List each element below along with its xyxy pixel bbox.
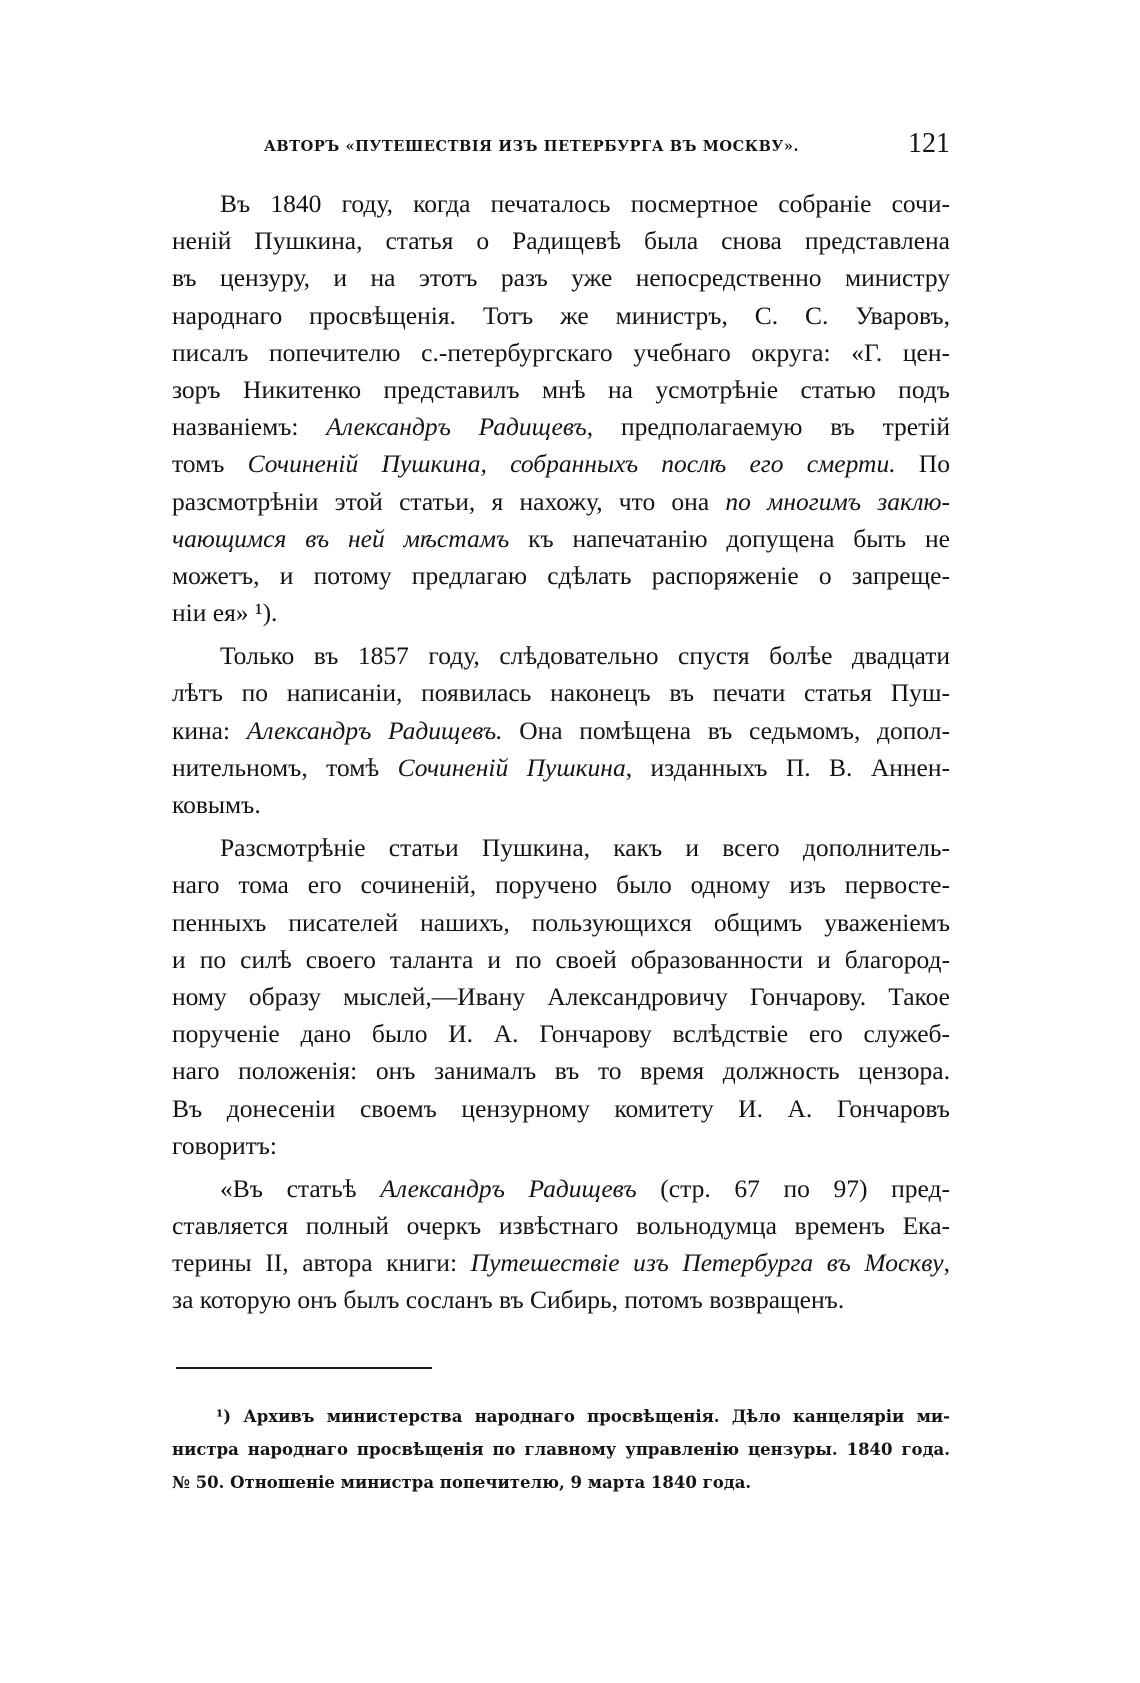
text-line: ставляется полный очеркъ извѣстнаго вольнодумца временъ Ека- xyxy=(172,1211,950,1241)
footnotes xyxy=(172,1400,950,1499)
text-line: пенныхъ писателей нашихъ, пользующихся общимъ уваженіемъ xyxy=(172,907,950,937)
text-line: терины II, автора книги: Путешествіе изъ Петербурга въ Москву, xyxy=(172,1248,950,1278)
text-line: ніи ея» ¹). xyxy=(172,598,278,628)
text-line: неній Пушкина, статья о Радищевѣ была снова представлена xyxy=(172,226,950,256)
text-line: народнаго просвѣщенія. Тотъ же министръ, С. С. Уваровъ, xyxy=(172,300,950,330)
text-line: наго тома его сочиненій, поручено было одному изъ первосте- xyxy=(172,870,950,900)
text-line: «Въ статьѣ Александръ Радищевъ (стр. 67 по 97) пред- xyxy=(220,1173,950,1203)
text-line: Въ 1840 году, когда печаталось посмертное собраніе сочи- xyxy=(220,189,950,218)
paragraph xyxy=(172,185,950,631)
footnote-line: нистра народнаго просвѣщенія по главному управленію цензуры. 1840 года. xyxy=(172,1440,950,1459)
paragraph xyxy=(172,1170,950,1319)
text-line: и по силѣ своего таланта и по своей образованности и благород- xyxy=(172,944,950,974)
text-line: наго положенія: онъ занималъ въ то время должность цензора. xyxy=(172,1056,950,1086)
text-line: названіемъ: Александръ Радищевъ, предполагаемую въ третій xyxy=(172,412,950,442)
main-text xyxy=(172,185,950,1319)
text-line: говоритъ: xyxy=(172,1130,278,1160)
text-line: чающимся въ ней мѣстамъ къ напечатанію допущена быть не xyxy=(172,523,950,553)
text-line: томъ Сочиненій Пушкина, собранныхъ послѣ его смерти. По xyxy=(172,449,950,479)
text-line: лѣтъ по написаніи, появилась наконецъ въ печати статья Пуш- xyxy=(172,678,950,708)
running-title: АВТОРЪ «ПУТЕШЕСТВІЯ ИЗЪ ПЕТЕРБУРГА ВЪ МОСКВУ». xyxy=(264,138,800,155)
paragraph xyxy=(172,637,950,823)
text-line: Разсмотрѣніе статьи Пушкина, какъ и всего дополнитель- xyxy=(220,833,950,863)
paragraph xyxy=(172,829,950,1164)
text-line: нительномъ, томѣ Сочиненій Пушкина, изданныхъ П. В. Аннен- xyxy=(172,752,950,782)
text-line: можетъ, и потому предлагаю сдѣлать распоряженіе о запреще- xyxy=(172,560,950,590)
text-line: Въ донесеніи своемъ цензурному комитету И. А. Гончаровъ xyxy=(172,1093,950,1123)
footnote-line: ¹) Архивъ министерства народнаго просвѣщенія. Дѣло канцеляріи ми- xyxy=(216,1407,950,1426)
text-line: ковымъ. xyxy=(172,790,261,819)
page-header xyxy=(264,128,950,168)
page-number: 121 xyxy=(908,128,950,159)
text-line: порученіе дано было И. А. Гончарову вслѣдствіе его служеб- xyxy=(172,1019,950,1049)
text-line: кина: Александръ Радищевъ. Она помѣщена въ седьмомъ, допол- xyxy=(172,715,950,745)
footnote-line: № 50. Отношеніе министра попечителю, 9 марта 1840 года. xyxy=(172,1473,752,1492)
footnote-separator xyxy=(176,1367,432,1369)
text-line: за которую онъ былъ сосланъ въ Сибирь, потомъ возвращенъ. xyxy=(172,1285,845,1315)
text-line: ному образу мыслей,—Ивану Александровичу Гончарову. Такое xyxy=(172,981,950,1011)
text-line: Только въ 1857 году, слѣдовательно спустя болѣе двадцати xyxy=(220,641,950,671)
text-line: зоръ Никитенко представилъ мнѣ на усмотрѣніе статью подъ xyxy=(172,374,950,404)
text-line: писалъ попечителю с.-петербургскаго учебнаго округа: «Г. цен- xyxy=(172,337,950,367)
text-line: въ цензуру, и на этотъ разъ уже непосредственно министру xyxy=(172,263,950,293)
text-line: разсмотрѣніи этой статьи, я нахожу, что она по многимъ заклю- xyxy=(172,486,950,516)
